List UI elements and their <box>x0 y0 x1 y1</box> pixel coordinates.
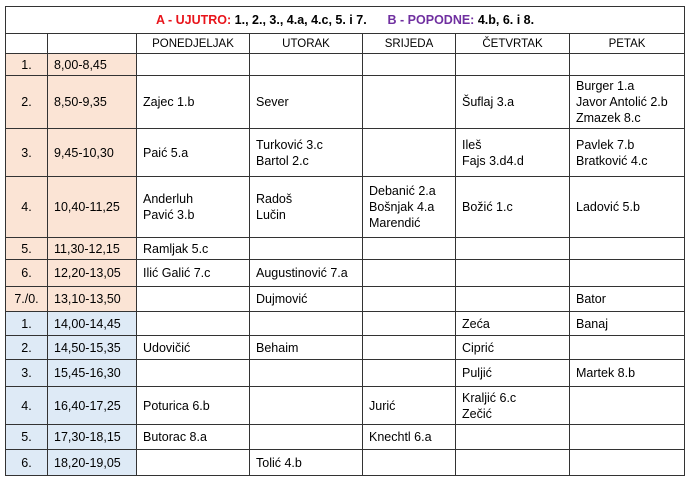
schedule-cell <box>456 76 570 129</box>
teacher-entry: Dujmović <box>256 292 308 306</box>
teacher-entry: Bratković 4.c <box>576 153 648 168</box>
table-row <box>6 450 685 476</box>
header-monday: PONEDJELJAK <box>137 34 250 54</box>
schedule-cell <box>363 260 456 287</box>
schedule-cell <box>250 450 363 476</box>
period-number: 3. <box>6 360 48 387</box>
period-number: 6. <box>6 450 48 476</box>
afternoon-shift-classes: 4.b, 6. i 8. <box>477 13 535 27</box>
schedule-cell <box>250 387 363 425</box>
schedule-cell <box>456 336 570 360</box>
schedule-cell <box>137 425 250 450</box>
schedule-table <box>5 6 685 476</box>
schedule-cell <box>570 450 685 476</box>
period-number: 5. <box>6 425 48 450</box>
table-row <box>6 360 685 387</box>
table-row <box>6 54 685 76</box>
table-row <box>6 238 685 260</box>
schedule-cell <box>250 312 363 336</box>
period-time: 10,40-11,25 <box>48 177 137 238</box>
teacher-entry: Ramljak 5.c <box>143 241 209 256</box>
teacher-entry: Fajs 3.d4.d <box>462 153 524 168</box>
period-time: 18,20-19,05 <box>48 450 137 476</box>
header-friday: PETAK <box>570 34 685 54</box>
period-time: 14,50-15,35 <box>48 336 137 360</box>
teacher-entry: Bartol 2.c <box>256 153 309 168</box>
period-time: 8,50-9,35 <box>48 76 137 129</box>
schedule-cell <box>363 129 456 177</box>
schedule-cell <box>363 238 456 260</box>
teacher-entry: Šuflaj 3.a <box>462 95 515 109</box>
schedule-cell <box>570 287 685 312</box>
schedule-cell <box>250 336 363 360</box>
period-time: 14,00-14,45 <box>48 312 137 336</box>
schedule-cell <box>363 425 456 450</box>
schedule-cell <box>137 238 250 260</box>
teacher-entry: Anderluh <box>143 192 194 206</box>
teacher-entry: Butorac 8.a <box>143 430 207 444</box>
period-time: 17,30-18,15 <box>48 425 137 450</box>
schedule-cell <box>250 54 363 76</box>
schedule-cell <box>363 450 456 476</box>
schedule-cell <box>456 177 570 238</box>
schedule-cell <box>456 450 570 476</box>
schedule-cell <box>137 54 250 76</box>
schedule-cell <box>456 312 570 336</box>
schedule-cell <box>363 177 456 238</box>
period-time: 8,00-8,45 <box>48 54 137 76</box>
teacher-entry: Udovičić <box>143 340 191 355</box>
teacher-entry: Bator <box>576 292 606 306</box>
table-row <box>6 312 685 336</box>
morning-shift-label: A - UJUTRO: <box>155 13 232 27</box>
schedule-cell <box>363 54 456 76</box>
table-row <box>6 177 685 238</box>
teacher-entry: Zajec 1.b <box>143 95 195 109</box>
header-blank-time <box>48 34 137 54</box>
header-wednesday: SRIJEDA <box>363 34 456 54</box>
schedule-cell <box>570 238 685 260</box>
teacher-entry: Behaim <box>256 340 299 355</box>
schedule-cell <box>456 360 570 387</box>
table-row <box>6 425 685 450</box>
schedule-cell <box>456 287 570 312</box>
schedule-cell <box>250 425 363 450</box>
period-number: 2. <box>6 76 48 129</box>
schedule-cell <box>137 177 250 238</box>
period-time: 11,30-12,15 <box>48 238 137 260</box>
period-number: 4. <box>6 177 48 238</box>
schedule-cell <box>570 54 685 76</box>
teacher-entry: Puljić <box>462 366 492 380</box>
schedule-cell <box>137 360 250 387</box>
teacher-entry: Božić 1.c <box>462 200 513 214</box>
schedule-cell <box>250 287 363 312</box>
schedule-cell <box>137 76 250 129</box>
schedule-cell <box>137 387 250 425</box>
teacher-entry: Ciprić <box>462 340 494 355</box>
schedule-cell <box>570 177 685 238</box>
period-number: 3. <box>6 129 48 177</box>
table-row <box>6 387 685 425</box>
schedule-cell <box>137 287 250 312</box>
table-row <box>6 260 685 287</box>
schedule-cell <box>456 129 570 177</box>
schedule-cell <box>570 312 685 336</box>
teacher-entry: Paić 5.a <box>143 145 189 160</box>
teacher-entry: Kraljić 6.c <box>462 390 517 405</box>
header-blank-num <box>6 34 48 54</box>
period-number: 5. <box>6 238 48 260</box>
teacher-entry: Lučin <box>256 208 286 222</box>
schedule-cell <box>137 450 250 476</box>
period-time: 13,10-13,50 <box>48 287 137 312</box>
header-row <box>6 34 685 54</box>
schedule-cell <box>137 129 250 177</box>
period-number: 1. <box>6 54 48 76</box>
schedule-cell <box>456 54 570 76</box>
schedule-cell <box>250 360 363 387</box>
period-number: 4. <box>6 387 48 425</box>
morning-shift-classes: 1., 2., 3., 4.a, 4.c, 5. i 7. <box>234 13 367 27</box>
teacher-entry: Ilić Galić 7.c <box>143 266 211 280</box>
header-thursday: ČETVRTAK <box>456 34 570 54</box>
teacher-entry: Bošnjak 4.a <box>369 200 435 214</box>
title-row <box>6 7 685 34</box>
teacher-entry: Zmazek 8.c <box>576 111 641 125</box>
period-number: 7./0. <box>6 287 48 312</box>
schedule-cell <box>456 238 570 260</box>
teacher-entry: Ladović 5.b <box>576 200 640 214</box>
table-row <box>6 336 685 360</box>
schedule-title <box>6 7 685 34</box>
period-time: 12,20-13,05 <box>48 260 137 287</box>
schedule-cell <box>250 238 363 260</box>
teacher-entry: Pavlek 7.b <box>576 137 635 152</box>
table-row <box>6 76 685 129</box>
schedule-cell <box>570 76 685 129</box>
schedule-cell <box>570 336 685 360</box>
period-number: 2. <box>6 336 48 360</box>
teacher-entry: Marendić <box>369 216 421 230</box>
schedule-cell <box>570 425 685 450</box>
schedule-cell <box>570 260 685 287</box>
header-tuesday: UTORAK <box>250 34 363 54</box>
teacher-entry: Turković 3.c <box>256 137 323 152</box>
teacher-entry: Banaj <box>576 316 608 331</box>
teacher-entry: Sever <box>256 95 289 109</box>
schedule-cell <box>363 360 456 387</box>
teacher-entry: Radoš <box>256 192 293 206</box>
schedule-cell <box>363 387 456 425</box>
schedule-cell <box>137 312 250 336</box>
teacher-entry: Zečić <box>462 406 492 421</box>
period-time: 9,45-10,30 <box>48 129 137 177</box>
schedule-cell <box>137 260 250 287</box>
schedule-cell <box>250 129 363 177</box>
schedule-cell <box>250 260 363 287</box>
teacher-entry: Ileš <box>462 137 482 152</box>
schedule-cell <box>456 425 570 450</box>
teacher-entry: Knechtl 6.a <box>369 430 432 444</box>
schedule-cell <box>570 129 685 177</box>
period-time: 15,45-16,30 <box>48 360 137 387</box>
schedule-cell <box>570 360 685 387</box>
teacher-entry: Tolić 4.b <box>256 455 302 470</box>
schedule-cell <box>363 336 456 360</box>
teacher-entry: Poturica 6.b <box>143 398 210 413</box>
afternoon-shift-label: B - POPODNE: <box>387 13 475 27</box>
schedule-cell <box>363 76 456 129</box>
schedule-cell <box>250 177 363 238</box>
teacher-entry: Augustinović 7.a <box>256 266 348 280</box>
period-number: 6. <box>6 260 48 287</box>
teacher-entry: Pavić 3.b <box>143 208 195 222</box>
teacher-entry: Zeća <box>462 316 490 331</box>
schedule-cell <box>250 76 363 129</box>
teacher-entry: Javor Antolić 2.b <box>576 95 668 109</box>
table-row <box>6 287 685 312</box>
teacher-entry: Burger 1.a <box>576 79 635 93</box>
period-number: 1. <box>6 312 48 336</box>
schedule-cell <box>456 387 570 425</box>
teacher-entry: Debanić 2.a <box>369 184 436 198</box>
period-time: 16,40-17,25 <box>48 387 137 425</box>
teacher-entry: Martek 8.b <box>576 366 636 380</box>
table-row <box>6 129 685 177</box>
schedule-cell <box>363 312 456 336</box>
teacher-entry: Jurić <box>369 398 396 413</box>
schedule-cell <box>363 287 456 312</box>
schedule-cell <box>137 336 250 360</box>
schedule-cell <box>570 387 685 425</box>
schedule-cell <box>456 260 570 287</box>
